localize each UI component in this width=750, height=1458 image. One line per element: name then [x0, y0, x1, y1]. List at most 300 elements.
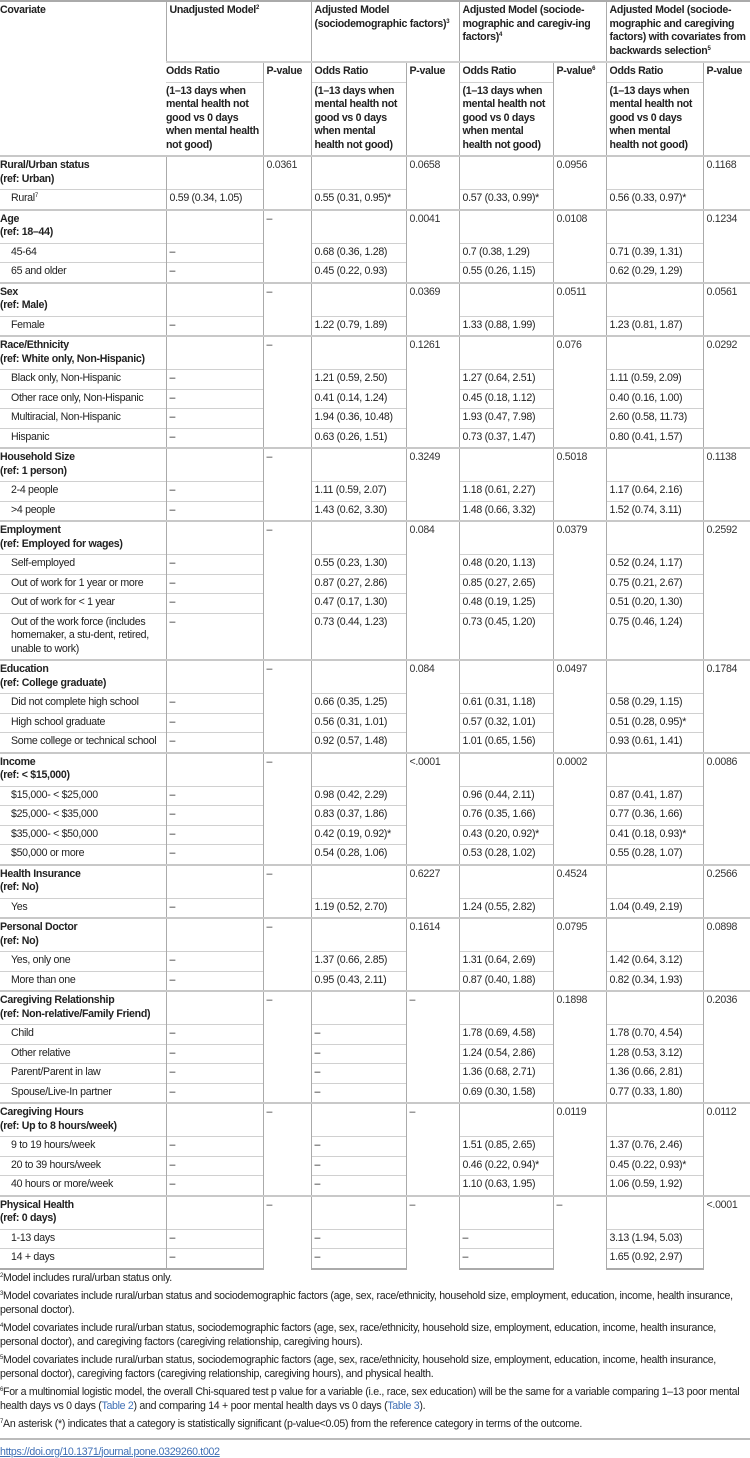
group-name: Health Insurance	[0, 867, 81, 880]
table-row	[0, 428, 750, 448]
odds-ratio-cell	[166, 283, 263, 317]
odds-ratio-cell: –	[311, 1137, 406, 1157]
odds-ratio-cell: 1.78 (0.69, 4.58)	[459, 1025, 553, 1045]
footnote-text: An asterisk (*) indicates that a category is statistically significant (p-value<0.05) from the reference category in terms of the outcome.	[3, 1418, 582, 1430]
category-label	[0, 1249, 166, 1269]
odds-ratio-cell	[459, 660, 553, 694]
table-3-link[interactable]: Table 3	[387, 1399, 420, 1412]
footnote-marker: 4	[0, 1323, 4, 1329]
p-value-header	[703, 62, 750, 156]
odds-ratio-cell: –	[459, 1229, 553, 1249]
p-value-header	[553, 62, 606, 156]
odds-ratio-cell: 1.28 (0.53, 3.12)	[606, 1044, 703, 1064]
odds-ratio-cell	[166, 448, 263, 482]
odds-ratio-cell	[311, 991, 406, 1025]
odds-ratio-cell: 0.46 (0.22, 0.94)*	[459, 1156, 553, 1176]
table-row	[0, 482, 750, 502]
odds-ratio-cell: 0.45 (0.22, 0.93)	[311, 263, 406, 283]
group-reference: (ref: No)	[0, 881, 39, 893]
category-label	[0, 501, 166, 521]
odds-ratio-cell: 1.04 (0.49, 2.19)	[606, 898, 703, 918]
odds-ratio-cell	[459, 336, 553, 370]
model-header	[459, 1, 606, 62]
p-value-cell: 0.0369	[406, 283, 459, 337]
category-label	[0, 694, 166, 714]
odds-ratio-header: Odds Ratio	[311, 62, 406, 82]
table-row	[0, 190, 750, 210]
p-value-cell: –	[263, 521, 311, 660]
odds-ratio-cell: 3.13 (1.94, 5.03)	[606, 1229, 703, 1249]
odds-ratio-cell: 0.69 (0.30, 1.58)	[459, 1083, 553, 1103]
odds-ratio-cell	[459, 1103, 553, 1137]
p-value-cell: <.0001	[406, 753, 459, 865]
category-label	[0, 1044, 166, 1064]
p-value-cell: 0.0898	[703, 918, 750, 991]
covariate-group	[0, 210, 166, 244]
category-label	[0, 1229, 166, 1249]
category-label	[0, 713, 166, 733]
category-name: $50,000 or more	[11, 847, 85, 859]
odds-ratio-cell: –	[166, 1044, 263, 1064]
group-row	[0, 1103, 750, 1137]
odds-ratio-cell: 0.83 (0.37, 1.86)	[311, 806, 406, 826]
p-value-cell: 0.1898	[553, 991, 606, 1103]
footnote-marker: 7	[0, 1419, 4, 1425]
odds-ratio-header: Odds Ratio	[459, 62, 553, 82]
footnote	[0, 1354, 750, 1381]
odds-ratio-cell: –	[459, 1249, 553, 1269]
p-value-cell: –	[406, 991, 459, 1103]
category-name: $35,000- < $50,000	[11, 827, 98, 840]
table-row	[0, 713, 750, 733]
odds-ratio-cell: –	[166, 1025, 263, 1045]
odds-ratio-cell: 0.77 (0.36, 1.66)	[606, 806, 703, 826]
odds-ratio-cell: 0.45 (0.18, 1.12)	[459, 389, 553, 409]
odds-ratio-cell: 0.45 (0.22, 0.93)*	[606, 1156, 703, 1176]
odds-ratio-cell: 0.92 (0.57, 1.48)	[311, 733, 406, 753]
category-name: High school graduate	[11, 715, 106, 728]
p-value-cell: 0.2036	[703, 991, 750, 1103]
p-value-cell: 0.1261	[406, 336, 459, 448]
model-header	[166, 1, 311, 62]
p-value-cell: –	[263, 865, 311, 919]
doi-link[interactable]: https://doi.org/10.1371/journal.pone.0329260.t002	[0, 1445, 220, 1458]
group-name: Caregiving Hours	[0, 1106, 84, 1118]
table-row	[0, 263, 750, 283]
odds-ratio-cell	[166, 1196, 263, 1230]
group-row	[0, 991, 750, 1025]
odds-ratio-cell: 1.78 (0.70, 4.54)	[606, 1025, 703, 1045]
category-name: Parent/Parent in law	[11, 1066, 101, 1078]
odds-ratio-cell: 0.41 (0.14, 1.24)	[311, 389, 406, 409]
footnote-text: ).	[419, 1399, 426, 1412]
odds-ratio-cell: 1.22 (0.79, 1.89)	[311, 316, 406, 336]
group-name: Sex	[0, 285, 18, 298]
footnote-marker: 3	[0, 1291, 4, 1297]
odds-ratio-cell: –	[166, 594, 263, 614]
odds-ratio-cell	[606, 521, 703, 555]
group-row	[0, 521, 750, 555]
p-value-cell: –	[263, 1196, 311, 1269]
p-value-cell: 0.0119	[553, 1103, 606, 1196]
p-value-cell: –	[263, 283, 311, 337]
table-row	[0, 1025, 750, 1045]
p-value-cell: 0.0041	[406, 210, 459, 283]
category-name: Out of work for < 1 year	[11, 596, 115, 608]
odds-ratio-cell: –	[166, 825, 263, 845]
model-title: Adjusted Model (sociodemographic factors)	[314, 4, 447, 30]
group-reference: (ref: 1 person)	[0, 464, 67, 477]
table-row	[0, 389, 750, 409]
odds-ratio-cell	[311, 918, 406, 952]
category-name: Rural	[11, 192, 35, 204]
category-name: 14 + days	[11, 1251, 55, 1263]
odds-ratio-cell: –	[166, 1156, 263, 1176]
model-title: Unadjusted Model	[169, 4, 256, 16]
group-name: Race/Ethnicity	[0, 339, 69, 351]
odds-ratio-cell: 1.65 (0.92, 2.97)	[606, 1249, 703, 1269]
odds-ratio-cell: 1.01 (0.65, 1.56)	[459, 733, 553, 753]
odds-ratio-cell	[311, 660, 406, 694]
table-row	[0, 952, 750, 972]
group-reference: (ref: No)	[0, 934, 39, 947]
odds-ratio-cell	[459, 521, 553, 555]
footnote-marker: 3	[446, 18, 450, 25]
table-row	[0, 243, 750, 263]
odds-ratio-cell: 0.82 (0.34, 1.93)	[606, 971, 703, 991]
category-name: Spouse/Live-In partner	[11, 1085, 112, 1098]
table-row	[0, 806, 750, 826]
p-value-cell: –	[263, 210, 311, 283]
odds-ratio-cell: 0.98 (0.42, 2.29)	[311, 786, 406, 806]
category-name: Self-employed	[11, 557, 75, 569]
category-name: Out of work for 1 year or more	[11, 576, 144, 589]
odds-ratio-cell: –	[166, 428, 263, 448]
odds-ratio-cell: –	[166, 1137, 263, 1157]
category-label	[0, 555, 166, 575]
odds-ratio-cell: –	[311, 1025, 406, 1045]
p-value-cell: 0.0379	[553, 521, 606, 660]
odds-ratio-cell	[606, 156, 703, 190]
category-name: Some college or technical school	[11, 735, 157, 747]
footnote-marker: 7	[34, 193, 38, 199]
odds-ratio-cell	[166, 753, 263, 787]
category-name: Yes	[11, 900, 28, 913]
model-title: Adjusted Model (sociode-mographic and caregiving factors) with covariates from backwards selection	[609, 4, 746, 57]
odds-ratio-cell: 0.57 (0.33, 0.99)*	[459, 190, 553, 210]
odds-ratio-cell	[311, 1103, 406, 1137]
category-label	[0, 316, 166, 336]
group-name: Household Size	[0, 451, 75, 463]
table-row	[0, 1229, 750, 1249]
odds-ratio-cell: 0.53 (0.28, 1.02)	[459, 845, 553, 865]
footnote-text: Model covariates include rural/urban status, sociodemographic factors (age, sex, race/ethnicity, household size, employment, education, income, health insurance, personal doctor), and caregiving factors (caregiving relationship, caregiving hours).	[0, 1322, 716, 1348]
odds-ratio-cell	[606, 336, 703, 370]
odds-ratio-cell: 0.76 (0.35, 1.66)	[459, 806, 553, 826]
group-reference: (ref: Up to 8 hours/week)	[0, 1119, 117, 1132]
odds-ratio-cell: –	[166, 316, 263, 336]
odds-ratio-cell: 0.55 (0.28, 1.07)	[606, 845, 703, 865]
odds-ratio-cell	[459, 210, 553, 244]
odds-ratio-cell: 1.11 (0.59, 2.07)	[311, 482, 406, 502]
odds-ratio-cell	[311, 865, 406, 899]
odds-ratio-cell	[459, 753, 553, 787]
odds-ratio-cell: 0.51 (0.20, 1.30)	[606, 594, 703, 614]
odds-ratio-cell: 0.41 (0.18, 0.93)*	[606, 825, 703, 845]
table-row	[0, 613, 750, 660]
odds-ratio-cell: 1.19 (0.52, 2.70)	[311, 898, 406, 918]
odds-ratio-cell: –	[166, 1249, 263, 1269]
group-reference: (ref: Non-relative/Family Friend)	[0, 1007, 151, 1020]
table-row	[0, 1176, 750, 1196]
category-label	[0, 845, 166, 865]
odds-ratio-cell: 0.56 (0.33, 0.97)*	[606, 190, 703, 210]
odds-ratio-header: Odds Ratio	[606, 62, 703, 82]
table-row	[0, 1137, 750, 1157]
odds-ratio-cell: –	[166, 898, 263, 918]
odds-ratio-cell	[311, 283, 406, 317]
odds-ratio-description: (1–13 days when mental health not good vs 0 days when mental health not good)	[166, 82, 263, 156]
table-row	[0, 1044, 750, 1064]
odds-ratio-cell: –	[166, 613, 263, 660]
footnote-text: Model covariates include rural/urban status, sociodemographic factors (age, sex, race/ethnicity, household size, employment, education, income, health insurance, personal doctor), caregiving factors (caregiving relationship, caregiving hours), and physical health.	[0, 1354, 716, 1380]
category-name: Multiracial, Non-Hispanic	[11, 411, 121, 423]
category-label	[0, 825, 166, 845]
group-name: Caregiving Relationship	[0, 994, 115, 1006]
odds-ratio-cell	[166, 660, 263, 694]
odds-ratio-cell: 1.10 (0.63, 1.95)	[459, 1176, 553, 1196]
odds-ratio-cell	[606, 283, 703, 317]
model-title: Adjusted Model (sociode-mographic and caregiv-ing factors)	[462, 4, 591, 43]
odds-ratio-cell: 0.61 (0.31, 1.18)	[459, 694, 553, 714]
odds-ratio-cell: 0.58 (0.29, 1.15)	[606, 694, 703, 714]
odds-ratio-cell: –	[166, 952, 263, 972]
p-value-cell: 0.0292	[703, 336, 750, 448]
table-row	[0, 898, 750, 918]
p-value-cell: 0.1168	[703, 156, 750, 210]
odds-ratio-cell	[166, 521, 263, 555]
odds-ratio-cell: 0.87 (0.41, 1.87)	[606, 786, 703, 806]
odds-ratio-cell: –	[166, 574, 263, 594]
category-label	[0, 898, 166, 918]
table-row	[0, 971, 750, 991]
odds-ratio-cell	[606, 1103, 703, 1137]
odds-ratio-cell: 1.24 (0.55, 2.82)	[459, 898, 553, 918]
odds-ratio-cell: 0.55 (0.23, 1.30)	[311, 555, 406, 575]
p-value-cell: –	[406, 1196, 459, 1269]
odds-ratio-cell: 1.51 (0.85, 2.65)	[459, 1137, 553, 1157]
odds-ratio-cell: 0.87 (0.27, 2.86)	[311, 574, 406, 594]
group-name: Rural/Urban status	[0, 159, 90, 171]
category-label	[0, 190, 166, 210]
p-value-cell: 0.0112	[703, 1103, 750, 1196]
category-name: Did not complete high school	[11, 696, 139, 708]
odds-ratio-cell: –	[166, 482, 263, 502]
category-name: Child	[11, 1027, 34, 1039]
table-row	[0, 694, 750, 714]
footnote	[0, 1290, 750, 1317]
odds-ratio-cell: 0.43 (0.20, 0.92)*	[459, 825, 553, 845]
footnote-marker: 6	[0, 1387, 4, 1393]
odds-ratio-cell	[459, 283, 553, 317]
odds-ratio-cell: 1.42 (0.64, 3.12)	[606, 952, 703, 972]
p-value-cell: 0.0795	[553, 918, 606, 991]
category-label	[0, 1025, 166, 1045]
category-label	[0, 613, 166, 660]
odds-ratio-cell	[311, 521, 406, 555]
covariate-group	[0, 448, 166, 482]
category-name: 2-4 people	[11, 484, 59, 496]
odds-ratio-cell: –	[311, 1176, 406, 1196]
covariate-group	[0, 283, 166, 317]
odds-ratio-description: (1–13 days when mental health not good vs 0 days when mental health not good)	[606, 82, 703, 156]
group-name: Personal Doctor	[0, 921, 78, 933]
p-value-cell: –	[263, 336, 311, 448]
category-label	[0, 409, 166, 429]
category-label	[0, 786, 166, 806]
p-value-cell: 0.1784	[703, 660, 750, 753]
odds-ratio-cell	[311, 1196, 406, 1230]
p-value-header	[263, 62, 311, 156]
table-row	[0, 733, 750, 753]
odds-ratio-cell: –	[166, 1083, 263, 1103]
group-reference: (ref: < $15,000)	[0, 769, 70, 781]
odds-ratio-cell: 1.31 (0.64, 2.69)	[459, 952, 553, 972]
footnote-marker: 2	[0, 1272, 4, 1279]
odds-ratio-cell: 0.71 (0.39, 1.31)	[606, 243, 703, 263]
footnote-marker: 5	[0, 1355, 4, 1361]
odds-ratio-cell	[166, 156, 263, 190]
category-label	[0, 952, 166, 972]
p-value-cell: 0.6227	[406, 865, 459, 919]
odds-ratio-cell: 0.73 (0.45, 1.20)	[459, 613, 553, 660]
footnote	[0, 1386, 750, 1413]
odds-ratio-cell: 0.56 (0.31, 1.01)	[311, 713, 406, 733]
category-label	[0, 243, 166, 263]
table-row	[0, 501, 750, 521]
odds-ratio-cell: 0.75 (0.21, 2.67)	[606, 574, 703, 594]
category-label	[0, 389, 166, 409]
category-name: Other race only, Non-Hispanic	[11, 391, 144, 404]
covariate-group	[0, 1196, 166, 1230]
odds-ratio-cell	[311, 336, 406, 370]
odds-ratio-cell: 0.57 (0.32, 1.01)	[459, 713, 553, 733]
odds-ratio-cell: 2.60 (0.58, 11.73)	[606, 409, 703, 429]
p-value-cell: –	[406, 1103, 459, 1196]
odds-ratio-cell: 0.47 (0.17, 1.30)	[311, 594, 406, 614]
odds-ratio-cell	[166, 918, 263, 952]
odds-ratio-cell: 0.52 (0.24, 1.17)	[606, 555, 703, 575]
category-name: Out of the work force (includes homemaker, a stu-dent, retired, unable to work)	[11, 615, 149, 655]
odds-ratio-cell: 1.93 (0.47, 7.98)	[459, 409, 553, 429]
odds-ratio-cell: –	[311, 1064, 406, 1084]
odds-ratio-cell: 0.66 (0.35, 1.25)	[311, 694, 406, 714]
p-value-cell: 0.0108	[553, 210, 606, 283]
p-value-cell: –	[263, 660, 311, 753]
odds-ratio-cell: 0.62 (0.29, 1.29)	[606, 263, 703, 283]
odds-ratio-cell: –	[166, 971, 263, 991]
group-reference: (ref: 0 days)	[0, 1212, 57, 1224]
p-value-cell: 0.0361	[263, 156, 311, 210]
p-value-cell: 0.1614	[406, 918, 459, 991]
p-value-cell: –	[263, 991, 311, 1103]
odds-ratio-cell: 0.85 (0.27, 2.65)	[459, 574, 553, 594]
category-name: More than one	[11, 973, 76, 986]
odds-ratio-cell: –	[311, 1156, 406, 1176]
category-label	[0, 370, 166, 390]
odds-ratio-cell: 1.36 (0.68, 2.71)	[459, 1064, 553, 1084]
table-row	[0, 555, 750, 575]
odds-ratio-cell: 0.75 (0.46, 1.24)	[606, 613, 703, 660]
odds-ratio-cell: 1.94 (0.36, 10.48)	[311, 409, 406, 429]
group-row	[0, 156, 750, 190]
odds-ratio-cell: –	[166, 1064, 263, 1084]
odds-ratio-cell: 0.48 (0.19, 1.25)	[459, 594, 553, 614]
group-row	[0, 283, 750, 317]
p-value-cell: 0.076	[553, 336, 606, 448]
group-name: Employment	[0, 524, 61, 536]
p-value-cell: 0.4524	[553, 865, 606, 919]
category-name: 40 hours or more/week	[11, 1178, 114, 1190]
odds-ratio-cell: 0.87 (0.40, 1.88)	[459, 971, 553, 991]
category-label	[0, 971, 166, 991]
header-row-models	[0, 1, 750, 62]
category-name: 1-13 days	[11, 1231, 55, 1244]
group-row	[0, 865, 750, 899]
odds-ratio-cell: 1.06 (0.59, 1.92)	[606, 1176, 703, 1196]
odds-ratio-cell: –	[166, 370, 263, 390]
p-value-cell: 0.0511	[553, 283, 606, 337]
category-name: 65 and older	[11, 265, 67, 277]
group-reference: (ref: 18–44)	[0, 226, 53, 238]
odds-ratio-cell: 0.80 (0.41, 1.57)	[606, 428, 703, 448]
category-label	[0, 574, 166, 594]
footnote-marker: 5	[707, 45, 711, 52]
table-row	[0, 1156, 750, 1176]
odds-ratio-cell: 1.52 (0.74, 3.11)	[606, 501, 703, 521]
category-name: $25,000- < $35,000	[11, 808, 98, 820]
p-value-cell: 0.3249	[406, 448, 459, 521]
category-name: Yes, only one	[11, 954, 71, 966]
table-2-link[interactable]: Table 2	[101, 1399, 134, 1412]
covariate-group	[0, 521, 166, 555]
category-label	[0, 594, 166, 614]
odds-ratio-cell: 1.24 (0.54, 2.86)	[459, 1044, 553, 1064]
group-row	[0, 918, 750, 952]
model-header	[606, 1, 750, 62]
p-value-cell: –	[263, 448, 311, 521]
covariate-group	[0, 918, 166, 952]
odds-ratio-cell	[606, 918, 703, 952]
footnote-marker: 2	[255, 5, 259, 11]
category-name: Black only, Non-Hispanic	[11, 372, 121, 384]
group-row	[0, 210, 750, 244]
p-value-cell: 0.0086	[703, 753, 750, 865]
odds-ratio-cell: 1.48 (0.66, 3.32)	[459, 501, 553, 521]
odds-ratio-cell	[606, 448, 703, 482]
group-row	[0, 336, 750, 370]
model-header	[311, 1, 459, 62]
odds-ratio-cell: 1.33 (0.88, 1.99)	[459, 316, 553, 336]
table-row	[0, 1083, 750, 1103]
odds-ratio-cell: 1.43 (0.62, 3.30)	[311, 501, 406, 521]
p-value-cell: 0.1234	[703, 210, 750, 283]
odds-ratio-cell	[459, 918, 553, 952]
odds-ratio-cell: –	[166, 263, 263, 283]
group-name: Physical Health	[0, 1198, 74, 1211]
table-row	[0, 786, 750, 806]
covariate-group	[0, 156, 166, 190]
